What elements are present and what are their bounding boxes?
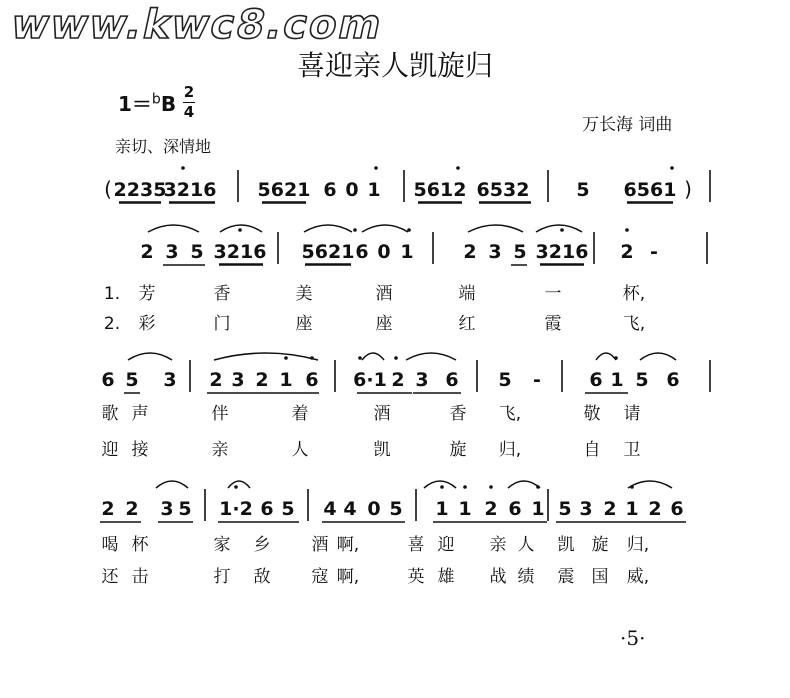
lyric-char: 敬 [583, 404, 601, 424]
note: 5 [513, 241, 527, 263]
note: 5 [178, 498, 192, 520]
lyric-char: 杯 [131, 535, 149, 555]
lyric-char: 战 [489, 567, 507, 587]
lyric-char: 归, [626, 535, 650, 555]
lyric-char: 酒 [311, 535, 329, 555]
lyric-char: 飞, [622, 314, 646, 334]
note: 3 [163, 369, 177, 391]
lyric-char: 伴 [211, 404, 229, 424]
lyric-char: 击 [131, 567, 149, 587]
note: 6 [589, 369, 603, 391]
lyric-char: 接 [131, 440, 149, 460]
lyric-char: 凯 [373, 440, 391, 460]
slur [128, 353, 172, 360]
lyric-char: 香 [449, 404, 467, 424]
octave-dot [394, 356, 398, 360]
lyric-char: 座 [375, 314, 393, 334]
lyric-char: 一 [544, 284, 562, 304]
lyric-char: 彩 [138, 314, 156, 334]
note: 2235 [113, 179, 167, 201]
note: 6·1 [353, 369, 387, 391]
lyric-char: 请 [623, 404, 641, 424]
note: 4 [323, 498, 337, 520]
note: 1 [625, 498, 639, 520]
note: 1·2 [219, 498, 253, 520]
lyric-char: 旋 [591, 535, 609, 555]
note: 5621 [257, 179, 311, 201]
expression-mark: 亲切、深情地 [115, 137, 212, 156]
note: - [650, 241, 658, 263]
lyric-char: 门 [213, 314, 231, 334]
slur [362, 225, 408, 232]
note: 5 [190, 241, 204, 263]
octave-dot [234, 485, 238, 489]
song-title: 喜迎亲人凯旋归 [296, 49, 493, 82]
note: 5612 [413, 179, 467, 201]
paren: ) [684, 177, 692, 201]
note: 0 [377, 241, 391, 263]
octave-dot [489, 485, 493, 489]
note: 6 [670, 498, 684, 520]
note: 6 [305, 369, 319, 391]
lyric-char: 寇 [311, 567, 329, 587]
note: 2 [125, 498, 139, 520]
lyric-char: 亲 [211, 440, 229, 460]
note: 6532 [476, 179, 530, 201]
note: 3216 [213, 241, 267, 263]
note: 1 [458, 498, 472, 520]
time-top: 2 [183, 83, 195, 101]
lyric-char: 卫 [623, 440, 641, 460]
page-number: ·5· [620, 626, 646, 650]
octave-dot [353, 228, 357, 232]
note: 2 [101, 498, 115, 520]
slur [536, 225, 582, 232]
note: 2 [620, 241, 634, 263]
lyric-char: 打 [213, 567, 231, 587]
note: 1 [435, 498, 449, 520]
note: 5 [389, 498, 403, 520]
note: 6 [666, 369, 680, 391]
note: 2 [463, 241, 477, 263]
lyric-char: 迎 [437, 535, 455, 555]
lyric-char: 酒 [373, 404, 391, 424]
note: 2 [484, 498, 498, 520]
slur [424, 481, 456, 488]
note: 3 [415, 369, 429, 391]
lyric-char: 还 [101, 567, 119, 587]
lyric-char: 红 [458, 314, 476, 334]
lyric-char: 家 [213, 535, 231, 555]
slur [362, 353, 384, 360]
octave-dot [284, 356, 288, 360]
lyric-char: 啊, [336, 567, 360, 587]
slur [628, 481, 672, 488]
lyric-char: 凯 [557, 535, 575, 555]
slur [214, 353, 318, 360]
slur [640, 353, 676, 360]
time-bottom: 4 [183, 103, 195, 121]
slur [406, 353, 456, 360]
slur [508, 481, 540, 488]
lyric-char: 人 [517, 535, 535, 555]
lyric-char: 乡 [253, 535, 271, 555]
note: 1 [367, 179, 381, 201]
note: 3216 [535, 241, 589, 263]
lyric-char: 飞, [498, 404, 522, 424]
octave-dot [238, 228, 242, 232]
slur [156, 481, 188, 488]
key-note: B [160, 92, 177, 116]
lyric-char: 敌 [253, 567, 271, 587]
lyric-char: 歌 [101, 404, 119, 424]
note: 3 [231, 369, 245, 391]
key-prefix: 1＝ [118, 92, 152, 116]
lyric-char: 酒 [375, 284, 393, 304]
lyric-char: 着 [291, 404, 309, 424]
octave-dot [181, 166, 185, 170]
note: 5 [576, 179, 590, 201]
note: 4 [343, 498, 357, 520]
slur [468, 225, 523, 232]
note: 2 [255, 369, 269, 391]
octave-dot [358, 356, 362, 360]
note: 0 [345, 179, 359, 201]
note: 6 [355, 241, 369, 263]
note: 5 [635, 369, 649, 391]
flat-sign: b [151, 91, 161, 108]
note: 5 [498, 369, 512, 391]
note: 2 [648, 498, 662, 520]
slur [304, 225, 352, 232]
lyric-char: 美 [295, 284, 313, 304]
octave-dot [625, 228, 629, 232]
lyric-char: 声 [131, 404, 149, 424]
lyric-char: 国 [591, 567, 609, 587]
lyric-char: 旋 [449, 440, 467, 460]
octave-dot [670, 166, 674, 170]
watermark: www.kwc8.com [7, 2, 388, 48]
note: 2 [140, 241, 154, 263]
note: - [533, 369, 541, 391]
note: 3 [488, 241, 502, 263]
lyric-char: 霞 [544, 314, 562, 334]
note: 1 [531, 498, 545, 520]
slur [228, 481, 250, 488]
lyric-char: 杯, [622, 284, 646, 304]
lyric-char: 人 [291, 440, 309, 460]
lyric-char: 2. [103, 314, 121, 334]
note: 2 [391, 369, 405, 391]
note: 5 [125, 369, 139, 391]
paren: ( [104, 177, 112, 201]
lyric-char: 自 [583, 440, 601, 460]
note: 3216 [163, 179, 217, 201]
note: 6 [508, 498, 522, 520]
lyric-char: 香 [213, 284, 231, 304]
composer-credit: 万长海 词曲 [582, 115, 673, 135]
note: 6 [101, 369, 115, 391]
note: 6 [260, 498, 274, 520]
note: 3 [579, 498, 593, 520]
octave-dot [374, 166, 378, 170]
note: 5 [281, 498, 295, 520]
octave-dot [560, 228, 564, 232]
lyric-char: 座 [295, 314, 313, 334]
octave-dot [456, 166, 460, 170]
lyric-char: 1. [103, 284, 121, 304]
lyric-char: 绩 [517, 567, 535, 587]
note: 6561 [623, 179, 677, 201]
lyric-char: 啊, [336, 535, 360, 555]
lyric-char: 英 [407, 567, 425, 587]
octave-dot [440, 485, 444, 489]
octave-dot [463, 485, 467, 489]
lyric-char: 归, [498, 440, 522, 460]
lyric-char: 芳 [138, 284, 156, 304]
note: 3 [160, 498, 174, 520]
slur [596, 353, 616, 360]
lyric-char: 迎 [101, 440, 119, 460]
lyric-char: 端 [458, 284, 476, 304]
lyric-char: 喝 [101, 535, 119, 555]
note: 5621 [301, 241, 355, 263]
slur [148, 225, 199, 232]
lyric-char: 震 [557, 567, 575, 587]
note: 2 [603, 498, 617, 520]
note: 2 [209, 369, 223, 391]
note: 6 [323, 179, 337, 201]
note: 6 [445, 369, 459, 391]
note: 5 [558, 498, 572, 520]
lyric-char: 雄 [437, 567, 455, 587]
note: 3 [165, 241, 179, 263]
note: 0 [367, 498, 381, 520]
note: 1 [400, 241, 414, 263]
note: 1 [279, 369, 293, 391]
lyric-char: 亲 [489, 535, 507, 555]
lyric-char: 威, [626, 567, 650, 587]
lyric-char: 喜 [407, 535, 425, 555]
note: 1 [610, 369, 624, 391]
